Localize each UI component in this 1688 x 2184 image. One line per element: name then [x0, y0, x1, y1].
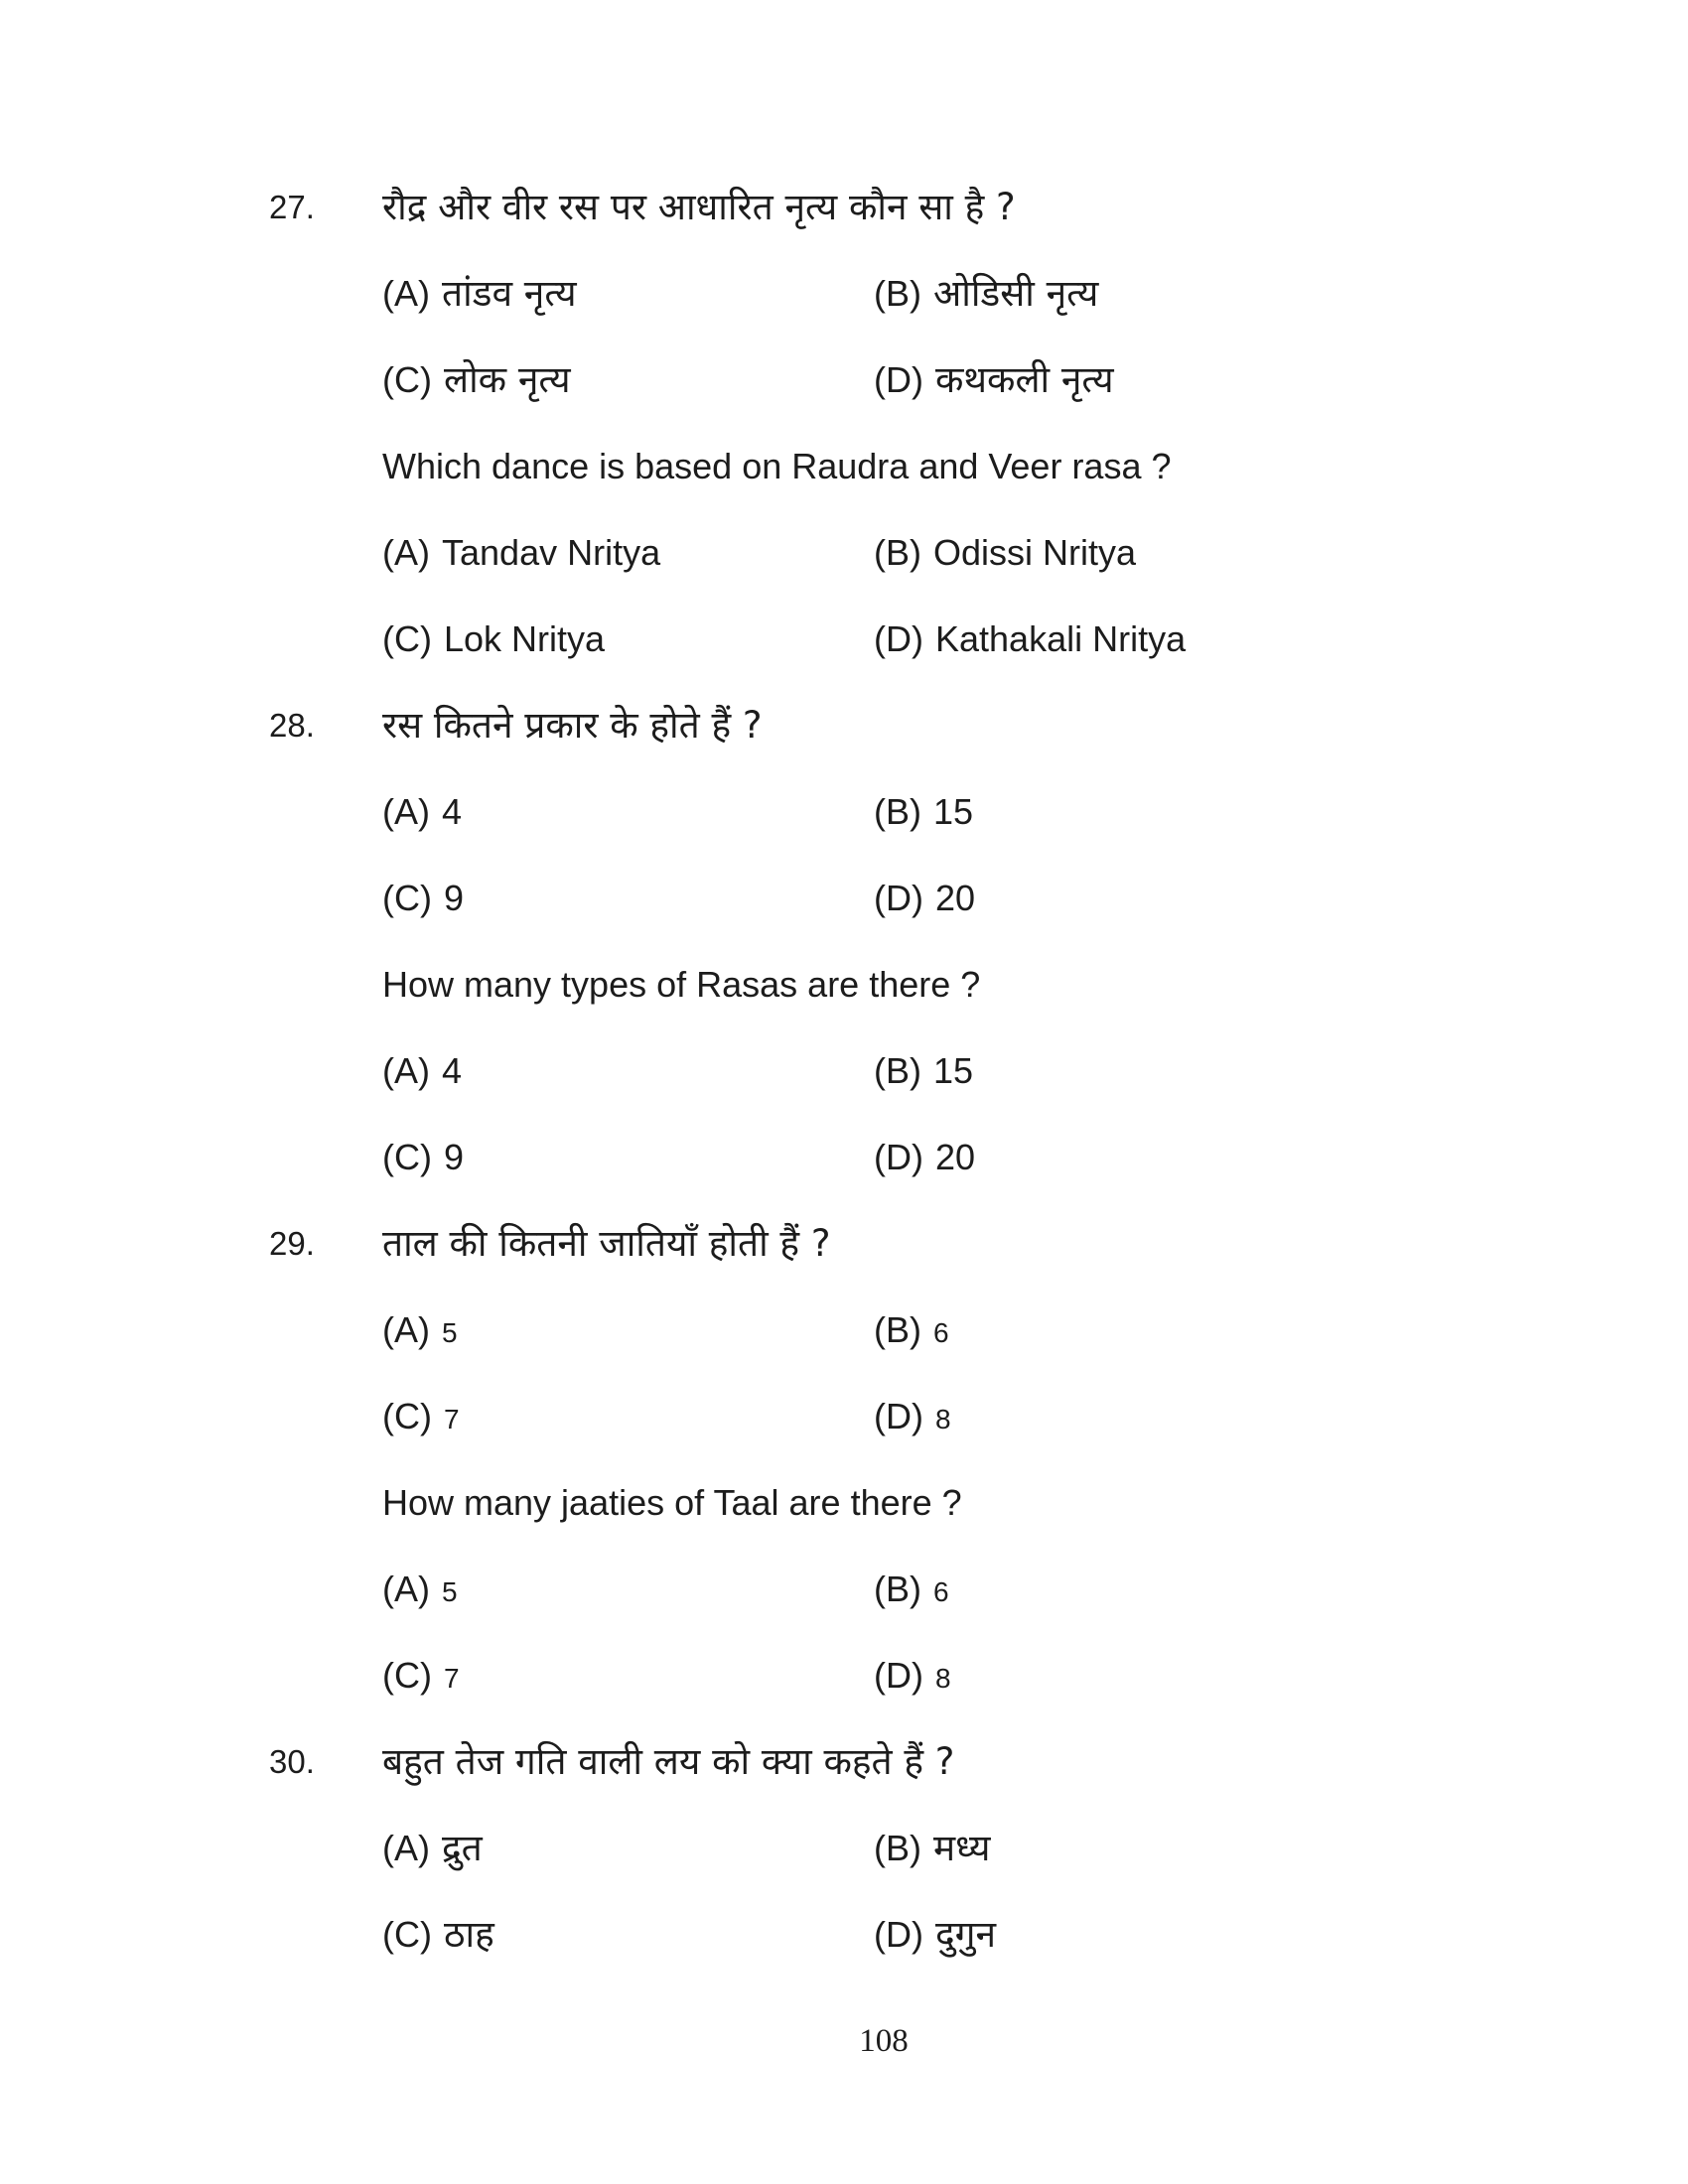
- options-row-hindi-cd: [0, 1393, 1688, 1479]
- option-b: [874, 1825, 991, 1879]
- option-label: (C): [382, 618, 432, 659]
- options-row-english-cd: [0, 1134, 1688, 1220]
- option-value: कथकली नृत्य: [934, 358, 1114, 401]
- options-row-english-cd: [0, 615, 1688, 702]
- option-value: 5: [442, 1576, 458, 1607]
- option-a: [382, 1047, 874, 1102]
- questions-area: [0, 184, 1688, 1997]
- option-value: 9: [443, 1137, 465, 1177]
- question-30: [0, 1738, 1688, 1997]
- option-a: [382, 788, 874, 843]
- option-value: 20: [934, 878, 976, 918]
- options-row-hindi-cd: [0, 356, 1688, 443]
- option-value: Tandav Nritya: [442, 532, 661, 573]
- option-label: (D): [874, 878, 923, 918]
- option-label: (B): [874, 1569, 921, 1609]
- question-number: 28.: [269, 707, 315, 744]
- question-27: [0, 184, 1688, 702]
- option-a: [382, 529, 874, 584]
- option-d: [874, 1911, 996, 1966]
- question-text-hindi: ताल की कितनी जातियाँ होती हैं ?: [382, 1222, 831, 1265]
- question-text-hindi: बहुत तेज गति वाली लय को क्या कहते हैं ?: [382, 1740, 955, 1783]
- option-label: (A): [382, 1569, 430, 1609]
- option-c: [382, 1393, 874, 1447]
- option-value: Lok Nritya: [443, 618, 606, 659]
- page-number: 108: [859, 2023, 909, 2059]
- option-label: (D): [874, 618, 923, 659]
- option-a: [382, 1825, 874, 1879]
- question-number: 29.: [269, 1225, 315, 1262]
- option-label: (B): [874, 791, 921, 832]
- option-value: 20: [934, 1137, 976, 1177]
- option-value: ठाह: [443, 1913, 494, 1956]
- page-footer: [0, 2023, 1688, 2060]
- option-value: ओडिसी नृत्य: [933, 272, 1099, 315]
- option-label: (C): [382, 1914, 432, 1955]
- question-hindi-row: [0, 1220, 1688, 1306]
- question-hindi-row: [0, 702, 1688, 788]
- option-value: द्रुत: [442, 1827, 483, 1869]
- options-row-english-ab: [0, 1047, 1688, 1134]
- options-row-hindi-ab: [0, 788, 1688, 875]
- option-label: (C): [382, 359, 432, 400]
- option-c: [382, 1652, 874, 1706]
- question-text-hindi: रस कितने प्रकार के होते हैं ?: [382, 704, 763, 747]
- question-text-english: How many types of Rasas are there ?: [382, 964, 981, 1005]
- option-value: 6: [933, 1576, 949, 1607]
- question-28: [0, 702, 1688, 1220]
- question-text-english: Which dance is based on Raudra and Veer rasa ?: [382, 446, 1172, 486]
- options-row-english-cd: [0, 1652, 1688, 1738]
- option-label: (C): [382, 1396, 432, 1436]
- option-label: (D): [874, 1137, 923, 1177]
- option-label: (A): [382, 532, 430, 573]
- option-value: लोक नृत्य: [443, 358, 571, 401]
- option-value: तांडव नृत्य: [442, 272, 577, 315]
- option-d: [874, 1652, 951, 1706]
- option-value: 7: [443, 1404, 460, 1434]
- option-value: 7: [443, 1663, 460, 1694]
- option-value: 4: [442, 1050, 463, 1091]
- option-a: [382, 270, 874, 325]
- question-english-row: [0, 961, 1688, 1047]
- option-label: (A): [382, 1309, 430, 1350]
- question-english-row: [0, 1479, 1688, 1566]
- options-row-hindi-cd: [0, 1911, 1688, 1997]
- option-d: [874, 875, 975, 929]
- question-text-english: How many jaaties of Taal are there ?: [382, 1482, 962, 1523]
- option-label: (B): [874, 1050, 921, 1091]
- options-row-hindi-ab: [0, 1825, 1688, 1911]
- option-label: (B): [874, 273, 921, 314]
- option-value: मध्य: [933, 1827, 991, 1869]
- option-c: [382, 1911, 874, 1966]
- option-label: (A): [382, 273, 430, 314]
- option-value: 6: [933, 1317, 949, 1348]
- option-value: दुगुन: [934, 1913, 996, 1956]
- option-label: (A): [382, 1828, 430, 1868]
- option-value: 9: [443, 878, 465, 918]
- option-label: (D): [874, 359, 923, 400]
- option-a: [382, 1566, 874, 1620]
- question-text-hindi: रौद्र और वीर रस पर आधारित नृत्य कौन सा है ?: [382, 186, 1016, 228]
- option-d: [874, 615, 1186, 670]
- option-label: (B): [874, 1828, 921, 1868]
- question-hindi-row: [0, 1738, 1688, 1825]
- option-c: [382, 875, 874, 929]
- question-number: 27.: [269, 189, 315, 225]
- options-row-hindi-cd: [0, 875, 1688, 961]
- option-d: [874, 356, 1114, 411]
- option-b: [874, 1566, 949, 1620]
- option-value: Kathakali Nritya: [934, 618, 1187, 659]
- option-c: [382, 615, 874, 670]
- option-c: [382, 1134, 874, 1188]
- option-b: [874, 1047, 973, 1102]
- option-value: 8: [934, 1663, 951, 1694]
- option-label: (D): [874, 1396, 923, 1436]
- question-english-row: [0, 443, 1688, 529]
- option-b: [874, 529, 1136, 584]
- question-number: 30.: [269, 1743, 315, 1780]
- option-value: 15: [933, 791, 974, 832]
- option-label: (A): [382, 791, 430, 832]
- options-row-hindi-ab: [0, 1306, 1688, 1393]
- option-value: 15: [933, 1050, 974, 1091]
- option-b: [874, 270, 1098, 325]
- option-label: (C): [382, 878, 432, 918]
- option-label: (B): [874, 1309, 921, 1350]
- option-a: [382, 1306, 874, 1361]
- option-b: [874, 1306, 949, 1361]
- option-c: [382, 356, 874, 411]
- option-value: 5: [442, 1317, 458, 1348]
- question-hindi-row: [0, 184, 1688, 270]
- option-label: (D): [874, 1655, 923, 1696]
- options-row-english-ab: [0, 529, 1688, 615]
- option-label: (D): [874, 1914, 923, 1955]
- option-d: [874, 1134, 975, 1188]
- option-d: [874, 1393, 951, 1447]
- option-value: 4: [442, 791, 463, 832]
- option-label: (A): [382, 1050, 430, 1091]
- option-label: (C): [382, 1655, 432, 1696]
- option-label: (B): [874, 532, 921, 573]
- options-row-english-ab: [0, 1566, 1688, 1652]
- question-29: [0, 1220, 1688, 1738]
- option-b: [874, 788, 973, 843]
- options-row-hindi-ab: [0, 270, 1688, 356]
- option-label: (C): [382, 1137, 432, 1177]
- option-value: Odissi Nritya: [933, 532, 1137, 573]
- option-value: 8: [934, 1404, 951, 1434]
